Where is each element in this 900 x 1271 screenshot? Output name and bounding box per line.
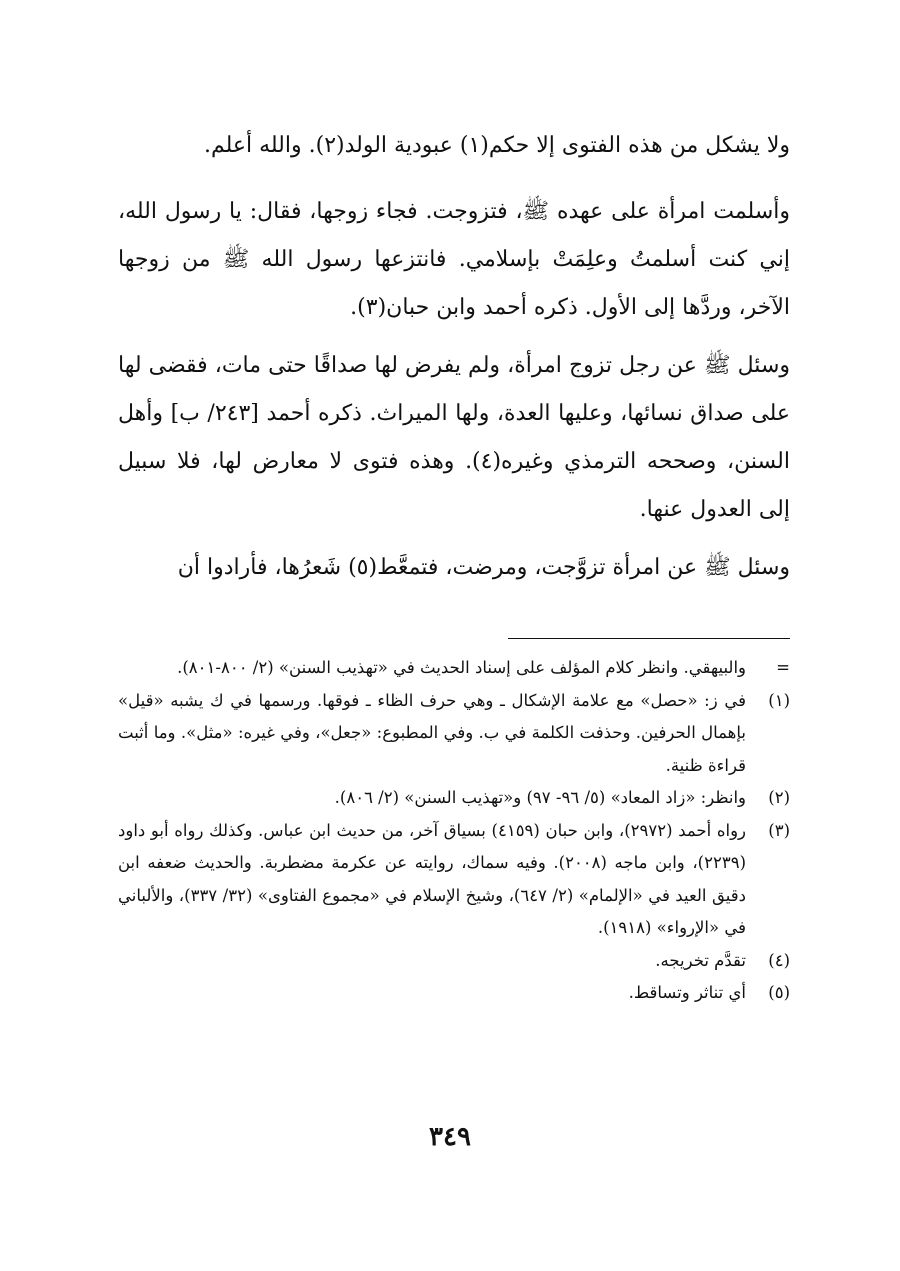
footnote-text: وانظر: «زاد المعاد» (٥/ ٩٦- ٩٧) و«تهذيب السنن» (٢/ ٨٠٦). bbox=[334, 788, 746, 807]
footnote-5 bbox=[118, 977, 790, 1010]
footnote-1 bbox=[118, 685, 790, 783]
footnote-2 bbox=[118, 782, 790, 815]
body-paragraph-3: وسئل ﷺ عن رجل تزوج امرأة، ولم يفرض لها صداقًا حتى مات، فقضى لها على صداق نسائها، وعليها العدة، ولها الميراث. ذكره أحمد [٢٤٣/ ب] وأهل السنن، وصححه الترمذي وغيره(٤). وهذه فتوى لا معارض لها، فلا سبيل إلى العدول عنها. bbox=[118, 353, 790, 522]
footnote-marker: (١) bbox=[768, 690, 790, 710]
footnote-continued bbox=[118, 652, 790, 685]
footnote-3 bbox=[118, 815, 790, 945]
footnote-marker: (٢) bbox=[768, 788, 790, 807]
footnote-text: في ز: «حصل» مع علامة الإشكال ـ وهي حرف الظاء ـ فوقها. ورسمها في ك يشبه «قيل» بإهمال الحرفين. وحذفت الكلمة في ب. وفي المطبوع: «جعل»، وفي غيره: «مثل». وما أثبت قراءة ظنية. bbox=[118, 690, 746, 775]
footnote-marker: = bbox=[776, 658, 790, 677]
footnote-4 bbox=[118, 945, 790, 978]
footnote-marker: (٣) bbox=[768, 820, 790, 840]
footnote-text: أي تناثر وتساقط. bbox=[628, 983, 746, 1002]
footnote-separator bbox=[508, 638, 790, 639]
footnotes bbox=[118, 652, 790, 1010]
body-paragraph-2: وأسلمت امرأة على عهده ﷺ، فتزوجت. فجاء زوجها، فقال: يا رسول الله، إني كنت أسلمتُ وعلِمَتْ بإسلامي. فانتزعها رسول الله ﷺ من زوجها الآخر، وردَّها إلى الأول. ذكره أحمد وابن حبان(٣). bbox=[118, 199, 790, 320]
footnote-text: رواه أحمد (٢٩٧٢)، وابن حبان (٤١٥٩) بسياق آخر، من حديث ابن عباس. وكذلك رواه أبو داود (٢٢٣٩)، وابن ماجه (٢٠٠٨). وفيه سماك، روايته عن عكرمة مضطربة. والحديث ضعفه ابن دقيق العيد في «الإلمام» (٢/ ٦٤٧)، وشيخ الإسلام في «مجموع الفتاوى» (٣٢/ ٣٣٧)، والألباني في «الإرواء» (١٩١٨). bbox=[118, 820, 747, 937]
body-paragraph-4: وسئل ﷺ عن امرأة تزوَّجت، ومرضت، فتمعَّط(٥) شَعرُها، فأرادوا أن bbox=[177, 555, 790, 580]
footnote-marker: (٥) bbox=[768, 983, 790, 1002]
footnote-text: والبيهقي. وانظر كلام المؤلف على إسناد الحديث في «تهذيب السنن» (٢/ ٨٠٠-٨٠١). bbox=[177, 658, 746, 677]
footnote-text: تقدَّم تخريجه. bbox=[655, 950, 746, 970]
page-number: ٣٤٩ bbox=[429, 1122, 471, 1152]
footnote-marker: (٤) bbox=[768, 950, 790, 970]
body-paragraph-1: ولا يشكل من هذه الفتوى إلا حكم(١) عبودية الولد(٢). والله أعلم. bbox=[203, 133, 790, 158]
